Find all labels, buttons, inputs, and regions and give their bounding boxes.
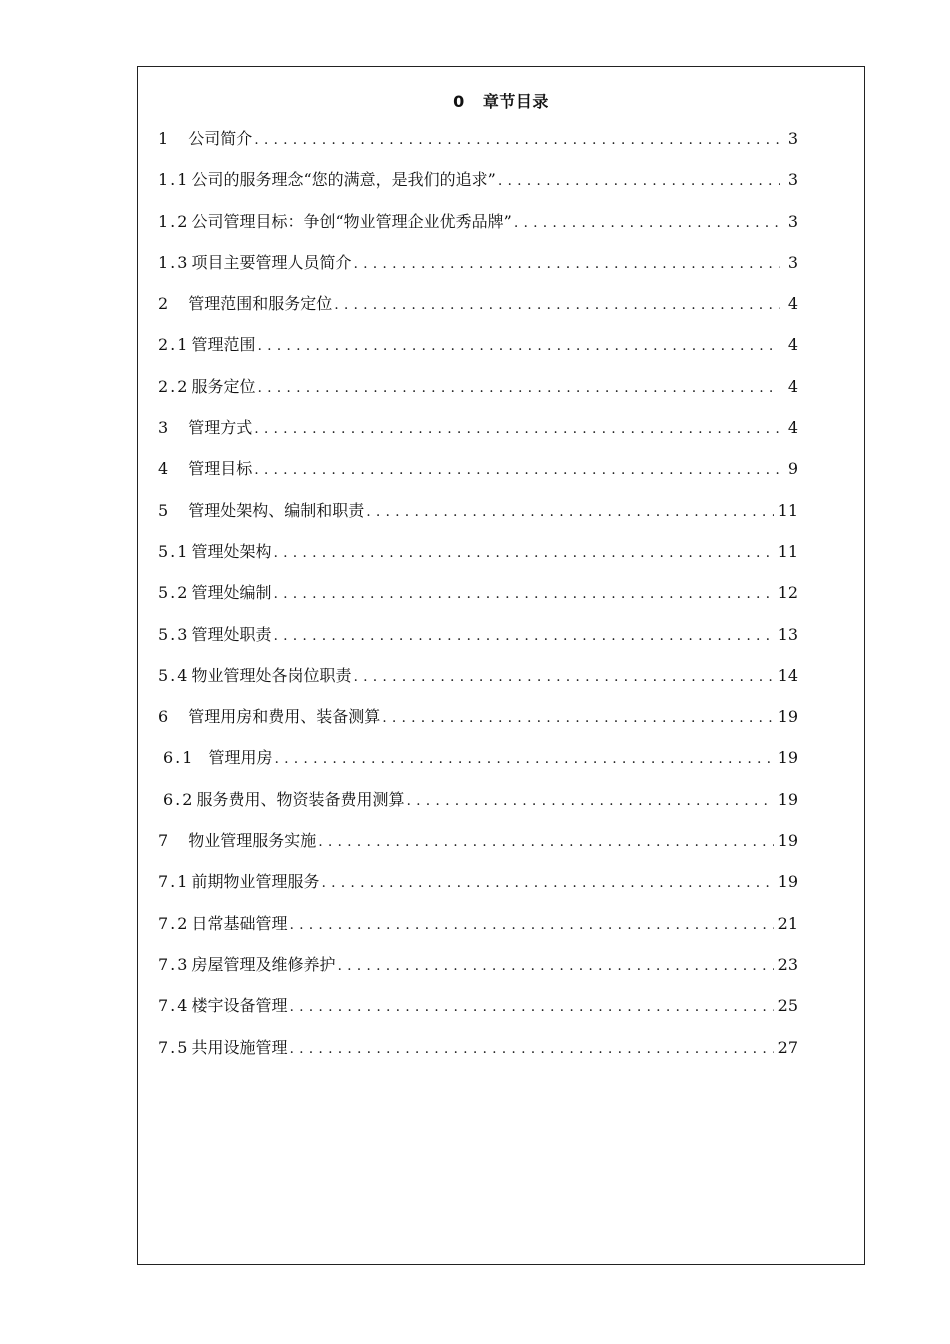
toc-entry-page: 3 (787, 129, 798, 148)
toc-entry-title: 管理处职责 (191, 624, 272, 644)
toc-entry[interactable] (158, 210, 798, 251)
toc-entry-title: 管理方式 (188, 418, 253, 438)
toc-dot-leader (289, 1037, 773, 1061)
toc-entry[interactable] (158, 664, 798, 705)
toc-entry-title: 管理处架构、编制和职责 (188, 500, 365, 520)
toc-entry[interactable] (158, 953, 798, 994)
toc-entry[interactable] (158, 746, 798, 787)
toc-entry-number: 6.1 (163, 748, 195, 768)
toc-entry-page: 14 (777, 665, 798, 685)
toc-entry-number: 2 (158, 294, 171, 314)
toc-list (158, 127, 798, 1077)
toc-dot-leader (366, 500, 773, 524)
toc-entry[interactable] (158, 870, 798, 911)
toc-entry-title: 公司的服务理念“您的满意，是我们的追求” (191, 170, 496, 190)
toc-dot-leader (406, 789, 773, 813)
toc-title-text: 章节目录 (482, 92, 549, 111)
toc-entry-title: 房屋管理及维修养护 (191, 954, 336, 974)
toc-entry-page: 3 (787, 170, 798, 190)
toc-entry-number: 7.2 (158, 913, 190, 933)
toc-entry-page: 19 (777, 789, 798, 809)
toc-entry[interactable] (158, 375, 798, 416)
toc-entry-page: 19 (777, 748, 798, 768)
toc-dot-leader (498, 169, 780, 193)
toc-entry-page: 12 (777, 583, 798, 603)
toc-entry[interactable] (158, 168, 798, 209)
toc-entry-page: 19 (777, 707, 798, 727)
toc-dot-leader (257, 334, 780, 358)
toc-dot-leader (273, 582, 773, 606)
toc-entry-title: 管理范围 (191, 335, 256, 355)
toc-entry-number: 7.1 (158, 872, 190, 892)
toc-entry-number: 5.1 (158, 541, 190, 561)
toc-entry-title: 服务定位 (191, 376, 256, 396)
toc-entry-number: 2.2 (158, 376, 190, 396)
toc-entry-title: 管理处编制 (191, 583, 272, 603)
toc-entry-page: 9 (787, 459, 798, 479)
toc-entry-page: 4 (787, 294, 798, 314)
toc-entry-title: 楼宇设备管理 (191, 996, 288, 1016)
toc-entry[interactable] (158, 788, 798, 829)
toc-dot-leader (254, 458, 780, 482)
toc-entry-page: 21 (777, 913, 798, 933)
toc-entry-number: 6.2 (163, 789, 195, 809)
toc-title-number: 0 (453, 92, 465, 111)
toc-entry[interactable] (158, 540, 798, 581)
toc-entry[interactable] (158, 457, 798, 498)
toc-entry[interactable] (158, 581, 798, 622)
toc-entry-page: 3 (787, 211, 798, 231)
toc-dot-leader (289, 995, 773, 1019)
toc-entry[interactable] (158, 499, 798, 540)
toc-entry-number: 1.2 (158, 211, 190, 231)
toc-entry[interactable] (158, 994, 798, 1035)
toc-entry-title: 物业管理服务实施 (188, 831, 317, 851)
toc-dot-leader (337, 954, 773, 978)
toc-dot-leader (273, 624, 773, 648)
toc-entry-page: 4 (787, 335, 798, 355)
toc-entry-number: 2.1 (158, 335, 190, 355)
toc-entry-number: 3 (158, 418, 171, 438)
toc-entry-title: 项目主要管理人员简介 (191, 252, 352, 272)
toc-entry-title: 公司简介 (188, 129, 253, 148)
toc-entry[interactable] (158, 333, 798, 374)
toc-entry-title: 日常基础管理 (191, 913, 288, 933)
toc-entry[interactable] (158, 416, 798, 457)
toc-entry-page: 13 (777, 624, 798, 644)
toc-dot-leader (334, 293, 780, 317)
toc-entry-title: 管理用房 (208, 748, 273, 768)
toc-entry[interactable] (158, 705, 798, 746)
toc-entry-title: 管理目标 (188, 459, 253, 479)
toc-dot-leader (318, 830, 773, 854)
toc-entry-page: 23 (777, 954, 798, 974)
toc-entry-number: 5.4 (158, 665, 190, 685)
toc-dot-leader (274, 747, 773, 771)
toc-dot-leader (321, 871, 773, 895)
toc-dot-leader (254, 417, 780, 441)
toc-dot-leader (273, 541, 773, 565)
toc-entry-page: 25 (777, 996, 798, 1016)
toc-entry-page: 3 (787, 252, 798, 272)
toc-dot-leader (353, 252, 780, 276)
toc-entry[interactable] (158, 251, 798, 292)
toc-entry-number: 5 (158, 500, 171, 520)
toc-entry-number: 5.2 (158, 583, 190, 603)
toc-entry-page: 11 (777, 500, 798, 520)
toc-entry-number: 7.4 (158, 996, 190, 1016)
toc-entry-title: 管理用房和费用、装备测算 (188, 707, 381, 727)
toc-entry-title: 管理处架构 (191, 541, 272, 561)
toc-entry-page: 19 (777, 872, 798, 892)
toc-entry[interactable] (158, 912, 798, 953)
toc-entry-number: 6 (158, 707, 171, 727)
toc-entry-title: 前期物业管理服务 (191, 872, 320, 892)
toc-entry-number: 4 (158, 459, 171, 479)
toc-entry-title: 管理范围和服务定位 (188, 294, 333, 314)
document-frame (137, 66, 865, 1265)
toc-entry-page: 4 (787, 418, 798, 438)
toc-entry-number: 7 (158, 831, 171, 851)
toc-entry-page: 19 (777, 831, 798, 851)
toc-dot-leader (514, 211, 780, 235)
toc-dot-leader (382, 706, 773, 730)
toc-entry-number: 5.3 (158, 624, 190, 644)
toc-dot-leader (254, 128, 780, 152)
toc-entry[interactable] (158, 1036, 798, 1077)
toc-entry-number: 1 (158, 129, 171, 148)
toc-entry[interactable] (158, 623, 798, 664)
toc-title (138, 89, 864, 112)
toc-entry-title: 公司管理目标：争创“物业管理企业优秀品牌” (191, 211, 512, 231)
toc-entry-title: 物业管理处各岗位职责 (191, 665, 352, 685)
toc-entry-page: 27 (777, 1037, 798, 1057)
toc-dot-leader (257, 376, 780, 400)
toc-entry-title: 服务费用、物资装备费用测算 (196, 789, 405, 809)
toc-entry-page: 11 (777, 541, 798, 561)
toc-entry-number: 7.5 (158, 1037, 190, 1057)
toc-entry-page: 4 (787, 376, 798, 396)
toc-entry-number: 1.3 (158, 252, 190, 272)
toc-entry-number: 7.3 (158, 954, 190, 974)
toc-entry[interactable] (158, 292, 798, 333)
toc-dot-leader (289, 913, 773, 937)
toc-dot-leader (353, 665, 773, 689)
toc-entry-title: 共用设施管理 (191, 1037, 288, 1057)
toc-entry-number: 1.1 (158, 170, 190, 190)
toc-entry[interactable] (158, 127, 798, 168)
toc-entry[interactable] (158, 829, 798, 870)
